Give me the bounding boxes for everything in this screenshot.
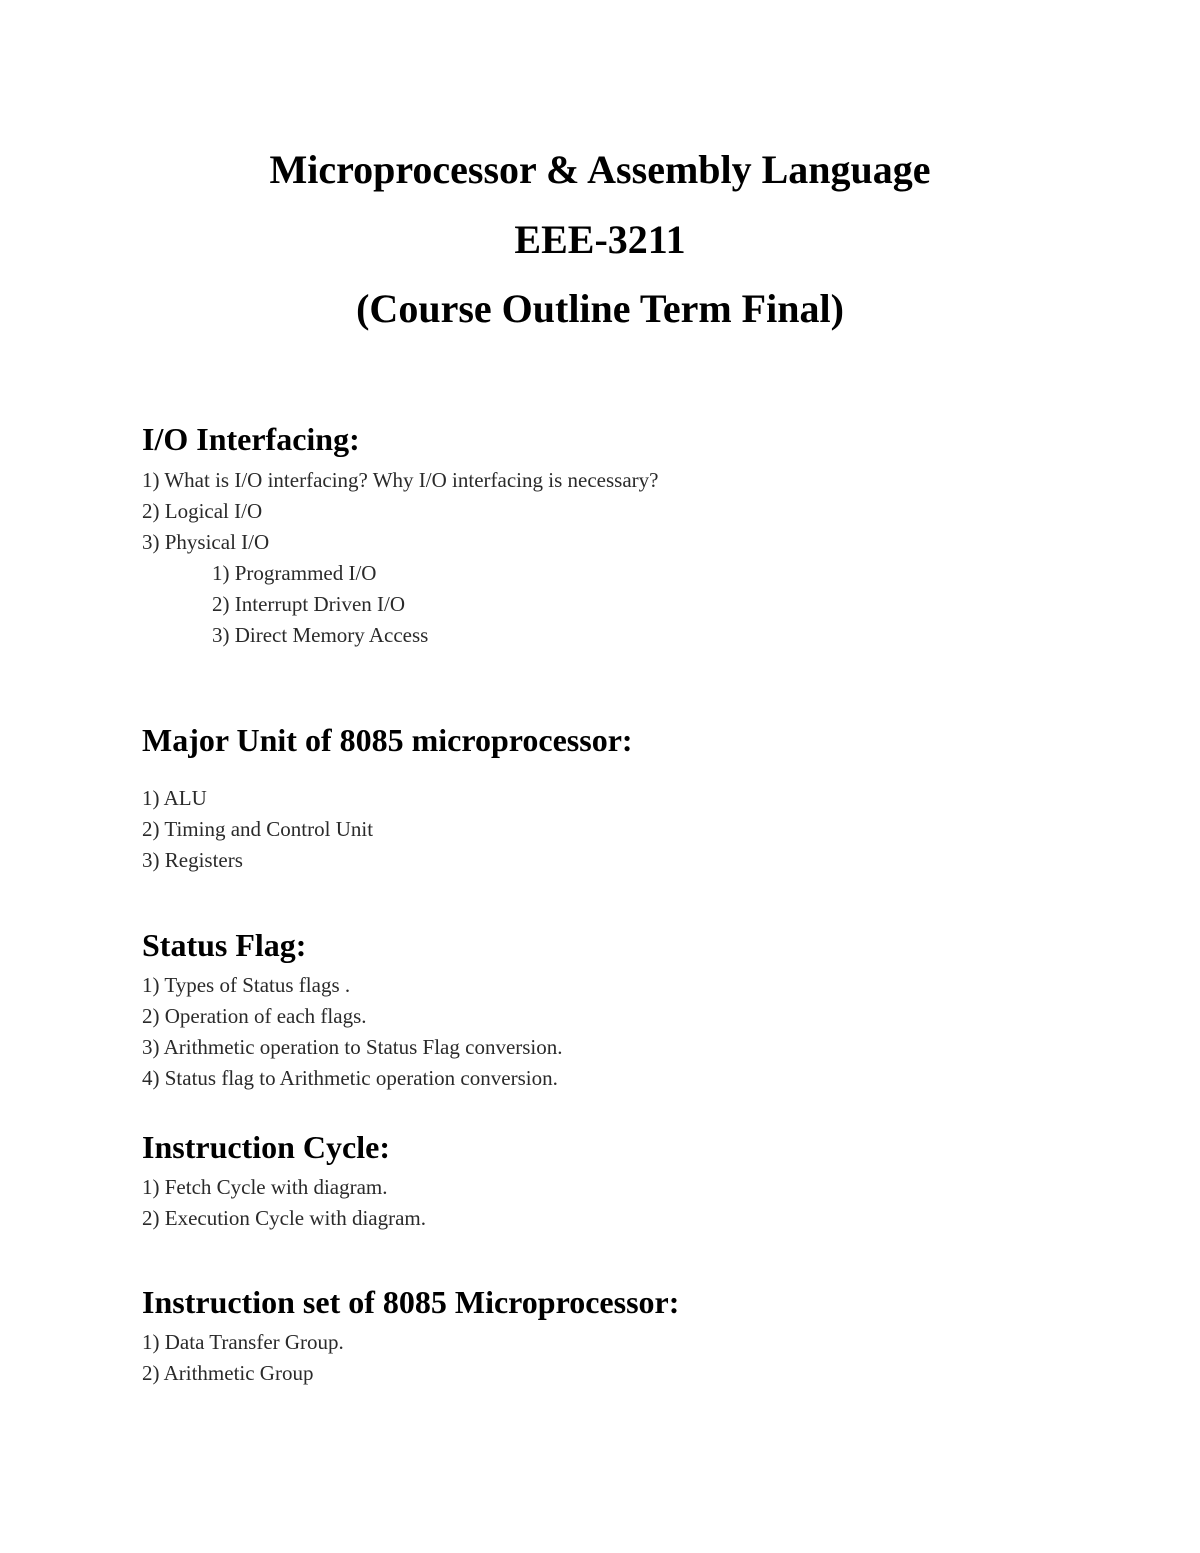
course-code: EEE-3211 [514,217,686,262]
list-item: 1) Types of Status flags . [142,973,351,997]
list-item: 4) Status flag to Arithmetic operation conversion. [142,1066,558,1090]
sub-list-item: 3) Direct Memory Access [212,623,429,647]
section-heading-instruction-set: Instruction set of 8085 Microprocessor: [142,1284,680,1320]
section-heading-instruction-cycle: Instruction Cycle: [142,1129,390,1165]
course-title: Microprocessor & Assembly Language [269,147,931,192]
list-item: 1) Data Transfer Group. [142,1330,344,1354]
list-item: 2) Execution Cycle with diagram. [142,1206,427,1230]
section-heading-major-unit: Major Unit of 8085 microprocessor: [142,722,633,758]
list-item: 1) ALU [142,786,207,810]
list-item: 2) Operation of each flags. [142,1004,367,1028]
sub-list-item: 1) Programmed I/O [212,561,377,585]
course-subtitle: (Course Outline Term Final) [356,286,844,331]
list-item: 3) Registers [142,848,243,872]
list-item: 2) Logical I/O [142,499,263,523]
list-item: 1) Fetch Cycle with diagram. [142,1175,388,1199]
list-item: 1) What is I/O interfacing? Why I/O interfacing is necessary? [142,468,659,492]
list-item: 3) Arithmetic operation to Status Flag conversion. [142,1035,563,1059]
section-heading-io-interfacing: I/O Interfacing: [142,421,360,457]
sub-list-item: 2) Interrupt Driven I/O [212,592,406,616]
list-item: 2) Timing and Control Unit [142,817,374,841]
list-item: 3) Physical I/O [142,530,270,554]
list-item: 2) Arithmetic Group [142,1361,314,1385]
section-heading-status-flag: Status Flag: [142,927,307,963]
